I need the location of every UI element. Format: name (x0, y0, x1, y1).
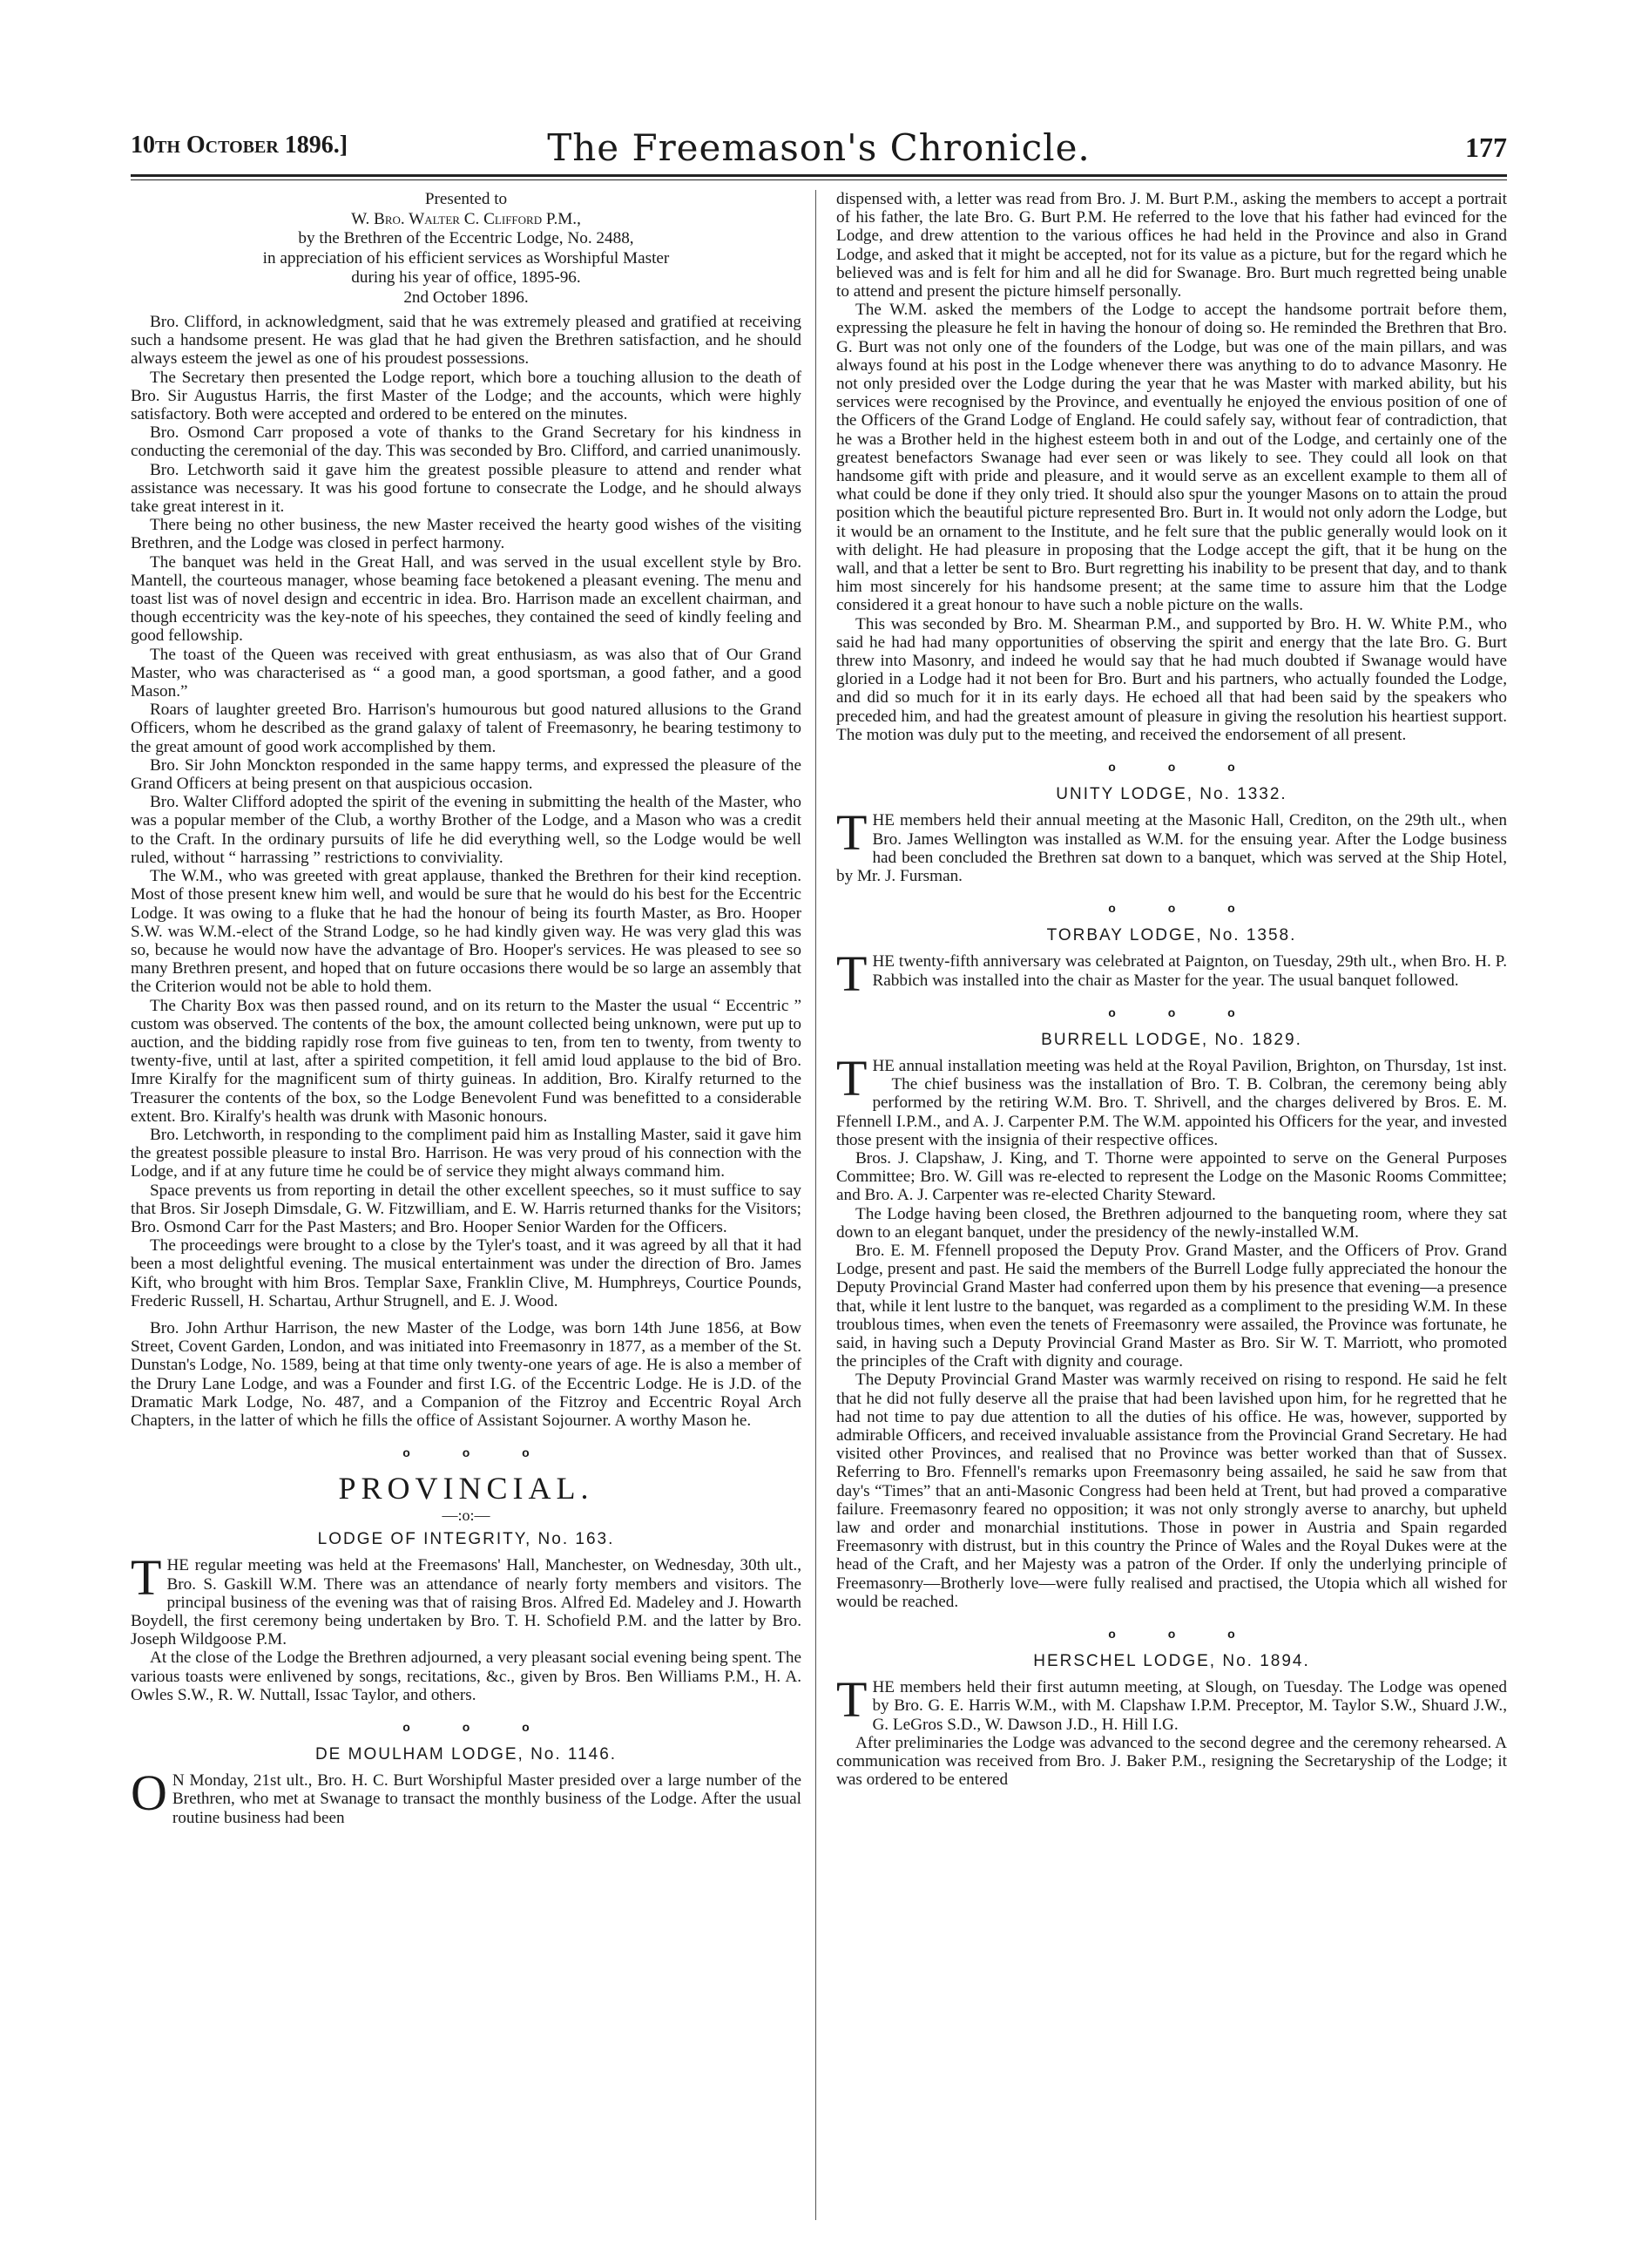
drop-cap: T (131, 1549, 162, 1607)
section-separator: —:o:— (442, 1506, 490, 1525)
presentation-line: Presented to (424, 190, 508, 208)
section-ornament: o o o (402, 1720, 554, 1735)
left-column (131, 190, 801, 1827)
article-paragraph: The Charity Box was then passed round, and on its return to the Master the usual “ Eccentric ” custom was observed. The contents of the box, the amount collected being unknown, were put up to auction, and the bidding rapidly rose from five guineas to ten, from ten to twenty, from twenty to twenty-five, until at last, after a spirited competition, it fell amid loud applause to the bid of Bro. Imre Kiralfy for the magnificent sum of thirty guineas. In addition, Bro. Kiralfy returned to the Treasurer the contents of the box, so the Lodge Benevolent Fund was benefitted to a considerable extent. Bro. Kiralfy's health was drunk with Masonic honours. (131, 996, 801, 1126)
article-paragraph: Bro. Clifford, in acknowledgment, said that he was extremely pleased and gratified at receiving such a handsome present. He was glad that he had given the Brethren satisfaction, and he should always esteem the jewel as one of his proudest possessions. (131, 313, 801, 369)
article-paragraph: At the close of the Lodge the Brethren adjourned, a very pleasant social evening being spent. The various toasts were enlivened by songs, recitations, &c., given by Bros. Ben Williams P.M., H. A. Owles S.W., R. W. Nuttall, Issac Taylor, and others. (131, 1649, 801, 1704)
publication-title: The Freemason's Chronicle. (547, 126, 1091, 169)
article-paragraph: This was seconded by Bro. M. Shearman P.M., and supported by Bro. H. W. White P.M., who said he had had many opportunities of observing the spirit and energy that the late Bro. G. Burt threw into Masonry, and indeed he would say that he had much doubted if Swanage would have gloried in a Lodge had it not been for Bro. Burt and his partners, who actually founded the Lodge, and did so much for it in its early days. He echoed all that had been said by the speakers who preceded him, and had the greatest amount of pleasure in giving the resolution his heartiest support. The motion was duly put to the meeting, and received the endorsement of all present. (836, 614, 1507, 744)
right-column (836, 190, 1507, 1789)
article-paragraph: The proceedings were brought to a close by the Tyler's toast, and it was agreed by all that it had been a most delightful evening. The musical entertainment was under the direction of Bro. James Kift, who brought with him Bros. Templar Saxe, Franklin Clive, M. Humphreys, Courtice Pounds, Frederic Russell, H. Schartau, Arthur Strugnell, and E. J. Wood. (131, 1236, 801, 1310)
article-paragraph: Bro. Sir John Monckton responded in the same happy terms, and expressed the pleasure of the Grand Officers at being present on that auspicious occasion. (131, 755, 801, 794)
presentation-line: during his year of office, 1895-96. (351, 268, 581, 287)
masthead (131, 126, 1507, 170)
presentation-line: by the Brethren of the Eccentric Lodge, No. 2488, (298, 229, 634, 247)
drop-cap: T (836, 1671, 868, 1729)
article-paragraph: dispensed with, a letter was read from Bro. J. M. Burt P.M., asking the members to accept a portrait of his father, the late Bro. G. Burt P.M. He referred to the love that his father had evinced for the Lodge, and drew attention to the various offices he had held in the Province and also in Grand Lodge, and asked that it might be accepted, not for its value as a picture, but for the regard which he believed was and is felt for him and all he did for Swanage. Bro. Burt much regretted being unable to attend and present the picture himself personally. (836, 190, 1507, 301)
section-ornament: o o o (1108, 760, 1260, 775)
article-paragraph: The W.M. asked the members of the Lodge to accept the handsome portrait before them, expressing the pleasure he felt in having the honour of doing so. He reminded the Brethren that Bro. G. Burt was not only one of the founders of the Lodge, but was one of the main pillars, and was always found at his post in the Lodge whenever there was anything to do to advance Masonry. He not only presided over the Lodge during the year that he was Master with marked ability, but his services were recognised by the Province, and eventually he enjoyed the envious position of one of the Officers of the Grand Lodge of England. He could safely say, without fear of contradiction, that he was a Brother held in the highest esteem both in and out of the Lodge, and certainly one of the greatest benefactors Swanage had ever seen or was likely to see. They could all look on that handsome gift with pride and pleasure, and it would serve as an excellent example to them all of what could be done if they only tried. It should also spur the younger Masons on to attain the proud position which the beautiful picture represented Bro. Burt in. It would not only adorn the Lodge, but it would be an ornament to the Institute, and he felt sure that the public generally would look on it with delight. He had pleasure in proposing that the Lodge accept the gift, that it be hung on the wall, and that a letter be sent to Bro. Burt regretting his inability to be present that day, and to thank him most sincerely for his handsome present; at the same time to assure him that the Lodge considered it a great honour to have such a noble picture on the walls. (836, 301, 1508, 615)
lodge-heading-unity: UNITY LODGE, No. 1332. (1056, 785, 1287, 804)
article-paragraph (836, 1671, 1507, 1734)
paragraph-text: HE annual installation meeting was held at the Royal Pavilion, Brighton, on Thursday, 1st inst. (872, 1056, 1507, 1075)
article-paragraph: Bro. E. M. Ffennell proposed the Deputy Prov. Grand Master, and the Officers of Prov. Grand Lodge, present and past. He said the members of the Burrell Lodge fully appreciated the honour the Deputy Provincial Grand Master had conferred upon them by his presence that evening—a presence that, while it lent lustre to the banquet, was regarded as a compliment to the presiding W.M. In these troublous times, when even the tenets of Freemasonry were assailed, the Province was fortunate, he said, in having such a Deputy Provincial Grand Master as Bro. Sir W. T. Marriott, who promoted the principles of the Craft with dignity and courage. (836, 1241, 1507, 1371)
paragraph-text: N Monday, 21st ult., Bro. H. C. Burt Worshipful Master presided over a large number of the Brethren, who met at Swanage to transact the monthly business of the Lodge. After the usual routine business had been (172, 1771, 801, 1827)
lodge-heading-torbay: TORBAY LODGE, No. 1358. (1046, 926, 1297, 945)
article-paragraph (131, 1549, 801, 1649)
article-paragraph: The Secretary then presented the Lodge report, which bore a touching allusion to the death of Bro. Sir Augustus Harris, the first Master of the Lodge; and the accounts, which were highly satisfactory. Both were accepted and ordered to be entered on the minutes. (131, 368, 801, 424)
lodge-heading-integrity: LODGE OF INTEGRITY, No. 163. (317, 1530, 615, 1549)
section-ornament: o o o (1108, 1627, 1260, 1642)
article-paragraph: The toast of the Queen was received with great enthusiasm, as was also that of Our Grand Master, who was characterised as “ a good man, a good sportsman, a good father, and a good Mason.” (131, 645, 801, 701)
section-ornament: o o o (1108, 901, 1260, 916)
presentation-line: in appreciation of his efficient services as Worshipful Master (262, 248, 670, 267)
lodge-heading-moulham: DE MOULHAM LODGE, No. 1146. (314, 1745, 618, 1764)
section-ornament: o o o (1108, 1005, 1260, 1019)
column-divider (815, 190, 816, 2220)
lodge-heading-burrell: BURRELL LODGE, No. 1829. (1041, 1030, 1302, 1049)
article-paragraph: Space prevents us from reporting in detail the other excellent speeches, so it must suffice to say that Bros. Sir Joseph Dimsdale, G. W. Fitzwilliam, and E. W. Harris returned thanks for the Visitors; Bro. Osmond Carr for the Past Masters; and Bro. Hooper Senior Warden for the Officers. (131, 1181, 801, 1236)
paragraph-text: HE members held their first autumn meeting, at Slough, on Tuesday. The Lodge was opened by Bro. G. E. Harris W.M., with M. Clapshaw I.P.M. Preceptor, M. Taylor S.W., Shuard J.W., G. LeGros S.D., W. Dawson J.D., H. Hill I.G. (872, 1678, 1507, 1734)
drop-cap: O (131, 1764, 167, 1822)
masthead-rule (131, 174, 1507, 177)
article-paragraph: Bro. Walter Clifford adopted the spirit of the evening in submitting the health of the Master, who was a popular member of the Club, a worthy Brother of the Lodge, and a Mason who was a credit to the Craft. In the ordinary pursuits of life he did everything well, so the Lodge would be well ruled, without “ harrassing ” restrictions to conviviality. (131, 793, 801, 867)
article-paragraph: The Deputy Provincial Grand Master was warmly received on rising to respond. He said he felt that he did not fully deserve all the praise that had been lavished upon him, for he regretted that he had not time to pay due attention to all the duties of his office. He was, however, supported by admirable Officers, and received invaluable assistance from the Provincial Grand Secretary. He had visited other Provinces, and realised that no Province was better worked than that of Sussex. Referring to Bro. Ffennell's remarks upon Freemasonry being assailed, he said he saw from that day's “Times” that an anti-Masonic Congress had been held at Trent, but had proved a comparative failure. Freemasonry feared no opposition; it was not only strongly averse to anarchy, but upheld law and order and monarchial institutions. Those in power in Austria and Spain regarded Freemasonry with distrust, but in this country the Prince of Wales and the Royal Dukes were at the head of the Craft, and her Majesty was a patron of the Order. If only the underlying principle of Freemasonry—Brotherly love—were fully realised and practised, the Utopia which all wished for would be reached. (836, 1371, 1507, 1611)
page-number: 177 (1465, 132, 1507, 163)
article-paragraph: The banquet was held in the Great Hall, and was served in the usual excellent style by Bro. Mantell, the courteous manager, whose beaming face betokened a pleasant evening. The menu and toast list was of novel design and eccentric in idea. Bro. Harrison made an excellent chairman, and though eccentricity was the key-note of his speeches, they contained the seed of kindly feeling and good fellowship. (131, 552, 801, 646)
masthead-rule-thin (131, 179, 1507, 180)
article-paragraph: Bro. Letchworth said it gave him the greatest possible pleasure to attend and render what assistance was necessary. It was his good fortune to consecrate the Lodge, and he should always take great interest in it. (131, 460, 801, 517)
article-paragraph: The W.M., who was greeted with great applause, thanked the Brethren for their kind reception. Most of those present knew him well, and would be sure that he would do his best for the Eccentric Lodge. It was owing to a fluke that he had the honour of being its fourth Master, as Bro. Hooper S.W. was W.M.-elect of the Strand Lodge, so he had kindly given way. He was very glad this was so, because he would now have the advantage of Bro. Hooper's services. He was pleased to see so many Brethren present, and hoped that on future occasions there would be so large an assembly that the Criterion would not be able to hold them. (131, 867, 801, 997)
article-paragraph: Bro. Osmond Carr proposed a vote of thanks to the Grand Secretary for his kindness in conducting the ceremonial of the day. This was seconded by Bro. Clifford, and carried unanimously. (131, 423, 801, 461)
presentation-line: 2nd October 1896. (403, 288, 529, 307)
presentation-inscription (131, 190, 801, 308)
drop-cap: T (836, 1049, 868, 1107)
article-paragraph: Roars of laughter greeted Bro. Harrison's humourous but good natured allusions to the Grand Officers, whom he described as the grand galaxy of talent of Freemasonry, he bearing testimony to the great amount of good work accomplished by them. (131, 701, 801, 756)
article-paragraph (836, 945, 1507, 1003)
article-paragraph: There being no other business, the new Master received the hearty good wishes of the visiting Brethren, and the Lodge was closed in perfect harmony. (131, 516, 801, 553)
article-paragraph: Bros. J. Clapshaw, J. King, and T. Thorne were appointed to serve on the General Purposes Committee; Bro. W. Gill was re-elected to represent the Lodge on the Masonic Rooms Committee; and Bro. A. J. Carpenter was re-elected Charity Steward. (836, 1148, 1507, 1205)
lodge-heading-herschel: HERSCHEL LODGE, No. 1894. (1033, 1652, 1310, 1671)
article-paragraph: The chief business was the installation of Bro. T. B. Colbran, the ceremony being ably performed by the retiring W.M. Bro. T. Shrivell, and the charges delivered by Bros. E. M. Ffennell I.P.M., and A. J. Carpenter P.M. The W.M. appointed his Officers for the year, and invested those present with the insignia of their respective offices. (836, 1075, 1507, 1149)
article-paragraph (131, 1764, 801, 1827)
drop-cap: T (836, 945, 868, 1003)
presentation-line: W. Bro. Walter C. Clifford P.M., (351, 209, 581, 228)
section-heading-provincial: PROVINCIAL. (338, 1471, 594, 1506)
paragraph-text: HE regular meeting was held at the Freemasons' Hall, Manchester, on Wednesday, 30th ult., Bro. S. Gaskill W.M. There was an attendance of nearly forty members and visitors. The principal business of the evening was that of raising Bros. Alfred Ed. Madeley and J. Howarth Boydell, the first ceremony being undertaken by Bro. T. H. Schofield P.M. and the latter by Bro. Joseph Wildgoose P.M. (131, 1556, 801, 1649)
article-paragraph: The Lodge having been closed, the Brethren adjourned to the banqueting room, where they sat down to an elegant banquet, under the presidency of the newly-installed W.M. (836, 1204, 1507, 1242)
drop-cap: T (836, 804, 868, 862)
section-ornament: o o o (402, 1445, 554, 1460)
article-paragraph: After preliminaries the Lodge was advanced to the second degree and the ceremony rehearsed. A communication was received from Bro. J. Baker P.M., resigning the Secretaryship of the Lodge; it was ordered to be entered (836, 1733, 1507, 1790)
issue-date: 10th October 1896.] (131, 132, 348, 159)
article-paragraph (836, 804, 1507, 885)
paragraph-text: HE twenty-fifth anniversary was celebrated at Paignton, on Tuesday, 29th ult., when Bro. H. P. Rabbich was installed into the chair as Master for the year. The usual banquet followed. (872, 952, 1507, 990)
biography-paragraph: Bro. John Arthur Harrison, the new Master of the Lodge, was born 14th June 1856, at Bow Street, Covent Garden, London, and was initiated into Freemasonry in 1877, as a member of the St. Dunstan's Lodge, No. 1589, being at that time only twenty-one years of age. He is also a member of the Drury Lane Lodge, and was a Founder and first I.G. of the Eccentric Lodge. He is J.D. of the Dramatic Mark Lodge, No. 487, and a Companion of the Fitzroy and Eccentric Royal Arch Chapters, in the latter of which he fills the office of Assistant Sojourner. A worthy Mason he. (131, 1318, 801, 1430)
paragraph-text: HE members held their annual meeting at the Masonic Hall, Crediton, on the 29th ult., when Bro. James Wellington was installed as W.M. for the ensuing year. After the Lodge business had been concluded the Brethren sat down to a banquet, which was served at the Ship Hotel, by Mr. J. Fursman. (836, 811, 1507, 885)
article-paragraph: Bro. Letchworth, in responding to the compliment paid him as Installing Master, said it gave him the greatest possible pleasure to instal Bro. Harrison. He was very proud of his connection with the Lodge, and if at any future time he could be of service they might always command him. (131, 1125, 801, 1181)
article-paragraph (836, 1049, 1507, 1107)
